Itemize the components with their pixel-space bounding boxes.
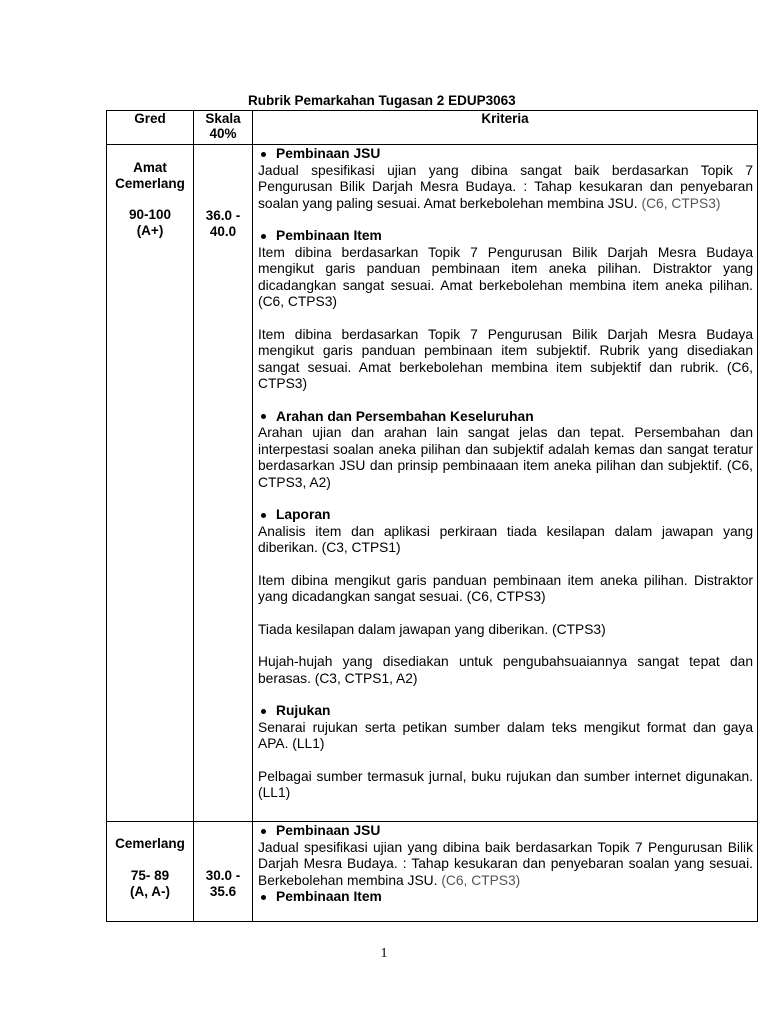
skala-cell xyxy=(194,145,253,822)
criteria-paragraph: Tiada kesilapan dalam jawapan yang diberikan. (CTPS3) xyxy=(258,621,606,637)
bullet-icon xyxy=(261,829,266,834)
document-title: Rubrik Pemarkahan Tugasan 2 EDUP3063 xyxy=(248,93,516,108)
section-heading: Pembinaan JSU xyxy=(258,823,753,840)
header-skala-label: Skala xyxy=(205,111,241,126)
section-heading: Pembinaan Item xyxy=(258,228,753,245)
gred-name: Cemerlang xyxy=(115,836,185,851)
gred-name: Cemerlang xyxy=(115,176,185,191)
skala-value: 35.6 xyxy=(209,884,237,899)
bullet-icon xyxy=(261,895,266,900)
gred-cell xyxy=(107,145,194,822)
bullet-icon xyxy=(261,513,266,518)
bullet-icon xyxy=(261,414,266,419)
header-gred: Gred xyxy=(107,111,194,145)
criteria-cell xyxy=(253,822,758,922)
table-row xyxy=(107,145,758,822)
bullet-icon xyxy=(261,152,266,157)
section-heading: Arahan dan Persembahan Keseluruhan xyxy=(258,409,753,426)
criteria-paragraph: Jadual spesifikasi ujian yang dibina sangat baik berdasarkan Topik 7 Pengurusan Bilik Darjah Mesra Budaya. : Tahap kesukaran dan penyebaran soalan yang paling sesuai. Amat berkebolehan membina JSU. (C6, CTPS3) xyxy=(258,162,753,211)
skala-value: 36.0 - xyxy=(205,208,241,223)
criteria-paragraph: Arahan ujian dan arahan lain sangat jelas dan tepat. Persembahan dan interpestasi soalan aneka pilihan dan subjektif adalah kemas dan sangat teratur berdasarkan JSU dan prinsip pembinaaan item aneka pilihan dan subjektif. (C6, CTPS3, A2) xyxy=(258,425,753,490)
section-heading: Pembinaan Item xyxy=(258,889,753,906)
gred-range: 75- 89 xyxy=(130,868,170,883)
gred-name: Amat xyxy=(133,160,167,175)
section-heading: Pembinaan JSU xyxy=(258,146,753,163)
header-skala xyxy=(194,111,253,145)
table-row xyxy=(107,822,758,922)
criteria-paragraph: Item dibina berdasarkan Topik 7 Pengurusan Bilik Darjah Mesra Budaya mengikut garis panduan pembinaan item subjektif. Rubrik yang disediakan sangat sesuai. Amat berkebolehan membina item subjektif dan rubrik. (C6, CTPS3) xyxy=(258,326,753,391)
criteria-paragraph: Senarai rujukan serta petikan sumber dalam teks mengikut format dan gaya APA. (LL1) xyxy=(258,719,753,751)
header-skala-percent: 40% xyxy=(209,126,237,141)
gred-range: 90-100 xyxy=(128,207,172,222)
criteria-code: (C6, CTPS3) xyxy=(441,872,521,888)
criteria-paragraph: Hujah-hujah yang disediakan untuk pengubahsuaiannya sangat tepat dan berasas. (C3, CTPS1, A2) xyxy=(258,654,753,686)
criteria-paragraph: Pelbagai sumber termasuk jurnal, buku rujukan dan sumber internet digunakan. (LL1) xyxy=(258,768,753,800)
skala-value: 40.0 xyxy=(209,224,237,239)
criteria-paragraph: Analisis item dan aplikasi perkiraan tiada kesilapan dalam jawapan yang diberikan. (C3, CTPS1) xyxy=(258,523,753,555)
page-number: 1 xyxy=(380,946,388,961)
section-heading: Rujukan xyxy=(258,703,753,720)
header-kriteria: Kriteria xyxy=(253,111,758,145)
criteria-paragraph: Item dibina mengikut garis panduan pembinaan item aneka pilihan. Distraktor yang dicadangkan sangat sesuai. (C6, CTPS3) xyxy=(258,572,753,604)
skala-cell xyxy=(194,822,253,922)
criteria-code: (C6, CTPS3) xyxy=(641,195,721,211)
rubric-table xyxy=(106,110,758,922)
criteria-cell xyxy=(253,145,758,822)
gred-letter: (A+) xyxy=(136,223,164,238)
skala-value: 30.0 - xyxy=(205,868,241,883)
gred-letter: (A, A-) xyxy=(130,884,170,899)
bullet-icon xyxy=(261,709,266,714)
table-header-row xyxy=(107,111,758,145)
bullet-icon xyxy=(261,234,266,239)
section-heading: Laporan xyxy=(258,507,753,524)
gred-cell xyxy=(107,822,194,922)
criteria-paragraph: Item dibina berdasarkan Topik 7 Pengurusan Bilik Darjah Mesra Budaya mengikut garis panduan pembinaan item aneka pilihan. Distraktor yang dicadangkan sangat sesuai. Amat berkebolehan membina item aneka pilihan. (C6, CTPS3) xyxy=(258,244,753,309)
criteria-paragraph: Jadual spesifikasi ujian yang dibina baik berdasarkan Topik 7 Pengurusan Bilik Darjah Mesra Budaya. : Tahap kesukaran dan penyebaran soalan yang sesuai. Berkebolehan membina JSU. (C6, CTPS3) xyxy=(258,839,753,888)
